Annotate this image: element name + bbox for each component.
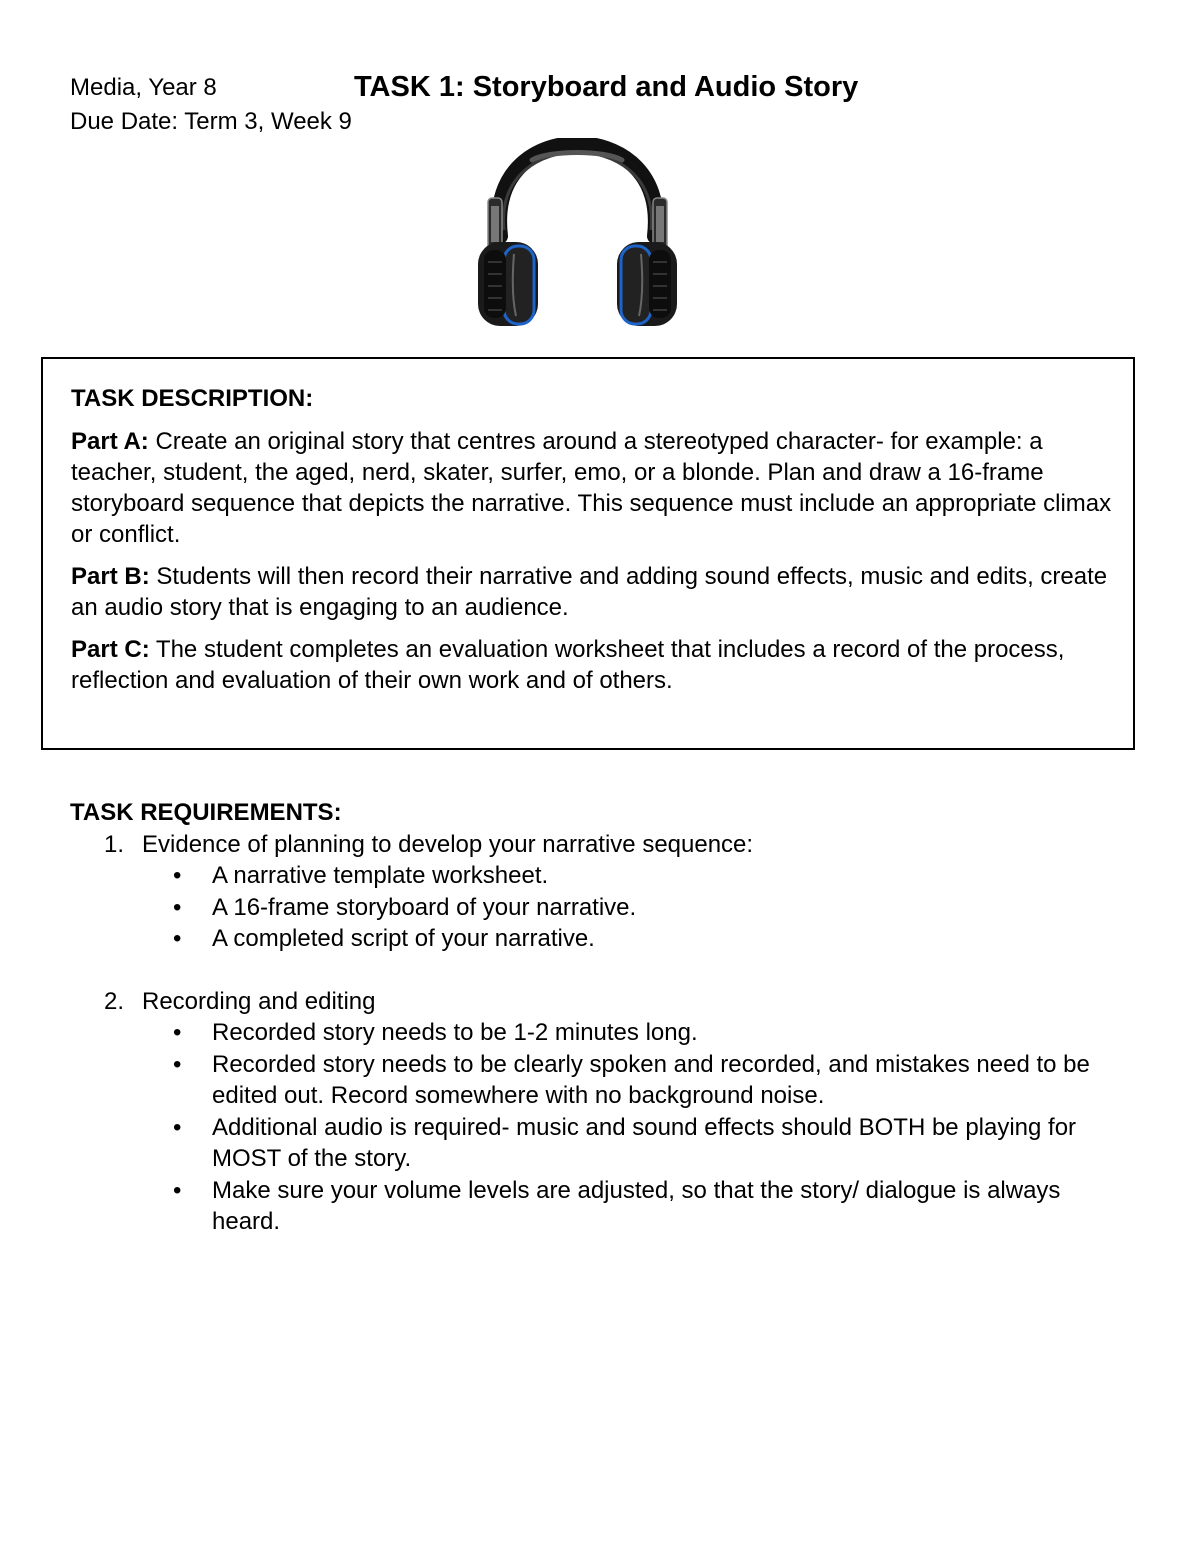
part-a-paragraph [71,426,1131,550]
task-description-box [41,357,1135,750]
requirement-number: 1. [104,830,125,858]
bullet-icon: • [173,1113,182,1141]
part-b-paragraph [71,561,1131,623]
spacer [70,955,1130,986]
list-item [70,923,1130,955]
part-a-text: Create an original story that centres around a stereotyped character- for example: a teacher, student, the aged, nerd, skater, surfer, emo, or a blonde. Plan and draw a 16-frame storyboard sequence that depicts the narrative. This sequence must include an appropriate climax or conflict. [71,428,1112,548]
requirement-bullet-list [70,1017,1130,1238]
bullet-text: A narrative template worksheet. [212,862,549,889]
due-date: Due Date: Term 3, Week 9 [70,108,352,135]
headphones-icon [470,138,685,330]
bullet-text: Recorded story needs to be clearly spoken and recorded, and mistakes need to be edited out. Record somewhere with no background noise. [212,1050,1090,1109]
requirement-number: 2. [104,987,125,1015]
bullet-icon: • [173,893,182,921]
bullet-icon: • [173,1050,182,1078]
bullet-text: Recorded story needs to be 1-2 minutes long. [212,1019,698,1046]
bullet-text: Additional audio is required- music and sound effects should BOTH be playing for MOST of the story. [212,1113,1077,1172]
requirement-item [70,986,1130,1018]
bullet-icon: • [173,862,182,889]
list-item [70,1112,1130,1175]
requirement-item [70,829,1130,861]
requirement-text: Recording and editing [142,987,376,1015]
course-label: Media, Year 8 [70,74,217,101]
list-item [70,892,1130,924]
bullet-text: Make sure your volume levels are adjusted, so that the story/ dialogue is always heard. [212,1176,1061,1235]
list-item [70,1175,1130,1238]
requirement-text: Evidence of planning to develop your narrative sequence: [142,830,754,858]
requirement-bullet-list [70,860,1130,955]
list-item [70,1049,1130,1112]
part-b-label: Part B: [71,563,150,590]
part-a-label: Part A: [71,428,149,455]
bullet-icon: • [173,925,182,952]
part-c-paragraph [71,634,1131,696]
bullet-text: A 16-frame storyboard of your narrative. [212,893,637,921]
bullet-icon: • [173,1019,182,1046]
page-title: TASK 1: Storyboard and Audio Story [354,71,859,103]
part-c-label: Part C: [71,636,150,663]
task-description-heading: TASK DESCRIPTION: [71,385,314,412]
task-requirements [70,797,1130,1238]
part-b-text: Students will then record their narrative and adding sound effects, music and edits, create an audio story that is engaging to an audience. [71,563,1108,621]
bullet-icon: • [173,1176,182,1204]
list-item [70,1017,1130,1049]
bullet-text: A completed script of your narrative. [212,925,595,952]
part-c-text: The student completes an evaluation worksheet that includes a record of the process, reflection and evaluation of their own work and of others. [71,636,1065,694]
task-description-content [71,383,1131,707]
list-item [70,860,1130,892]
task-requirements-heading: TASK REQUIREMENTS: [70,799,342,826]
